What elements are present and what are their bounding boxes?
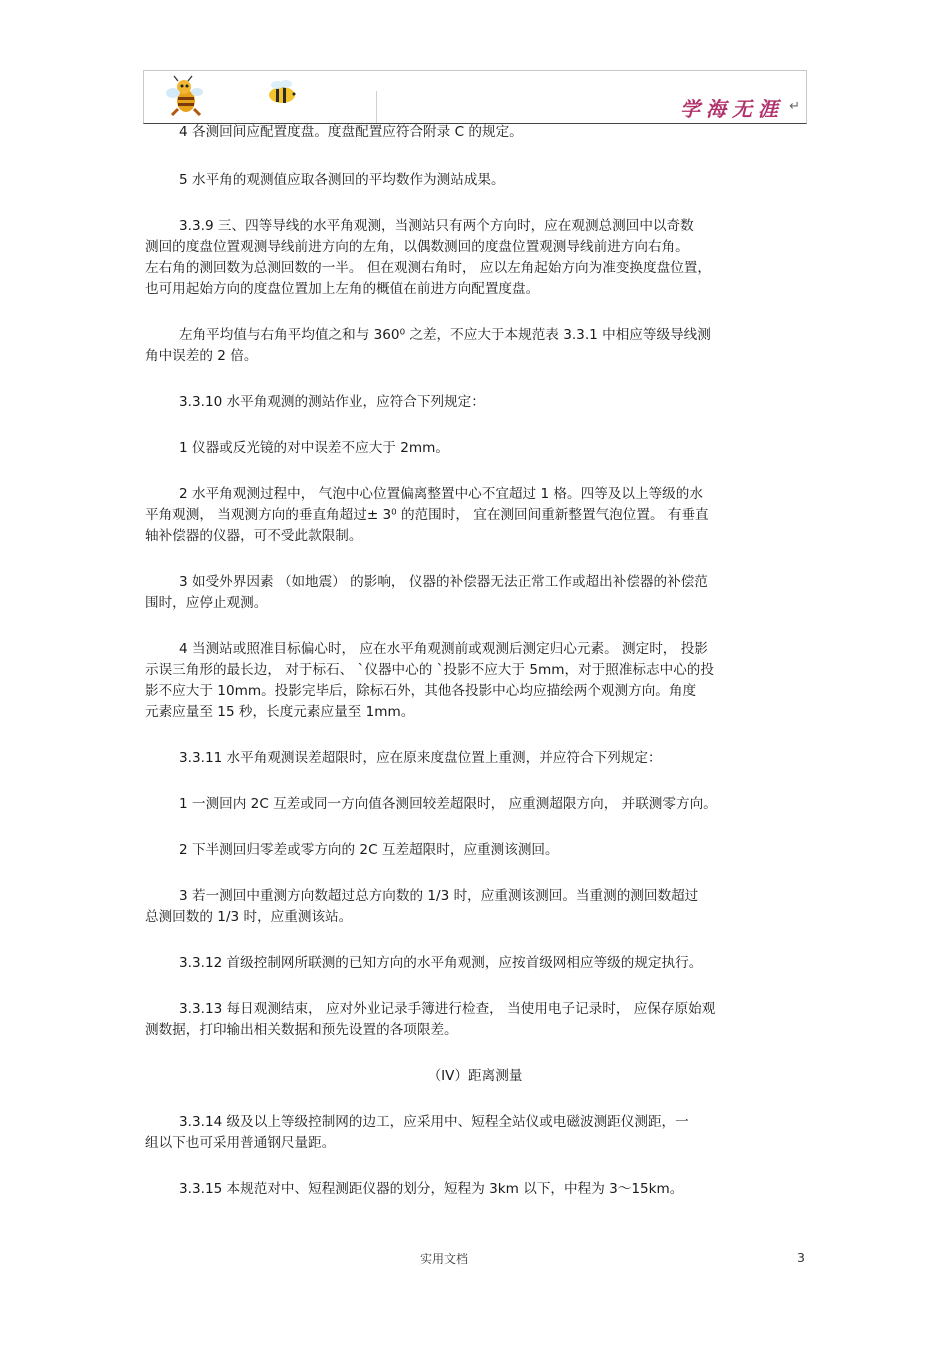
paragraph: 1 一测回内 2C 互差或同一方向值各测回较差超限时， 应重测超限方向， 并联测零方向。 — [179, 796, 717, 812]
bee-mascot-icon — [164, 75, 206, 117]
header-motto: 学海无涯 — [680, 97, 784, 121]
bee-icon — [264, 79, 300, 105]
paragraph: 3.3.10 水平角观测的测站作业，应符合下列规定： — [179, 394, 485, 410]
section-heading: （IV）距离测量 — [427, 1068, 523, 1084]
paragraph: 3.3.9 三、四等导线的水平角观测，当测站只有两个方向时，应在观测总测回中以奇数 测回的度盘位置观测导线前进方向的左角，以偶数测回的度盘位置观测导线前进方向右角。 左右角的测回数为总测回数的一半。 但在观测右角时， 应以左角起始方向为准变换度盘位置， 也可用起始方向的度盘位置加上左角的概值在前进方向配置度盘。 — [145, 218, 711, 297]
paragraph: 3.3.13 每日观测结束， 应对外业记录手簿进行检查， 当使用电子记录时， 应保存原始观 测数据，打印输出相关数据和预先设置的各项限差。 — [145, 1001, 716, 1038]
paragraph: 3.3.11 水平角观测误差超限时，应在原来度盘位置上重测，并应符合下列规定： — [179, 750, 662, 766]
paragraph: 3.3.14 级及以上等级控制网的边工，应采用中、短程全站仪或电磁波测距仪测距，一 组以下也可采用普通钢尺量距。 — [145, 1114, 689, 1151]
paragraph: 2 水平角观测过程中， 气泡中心位置偏离整置中心不宜超过 1 格。四等及以上等级的水 平角观测， 当观测方向的垂直角超过± 3⁰ 的范围时， 宜在测回间重新整置气泡位置。 有垂直 轴补偿器的仪器，可不受此款限制。 — [145, 486, 709, 544]
paragraph: 3 如受外界因素 （如地震） 的影响， 仪器的补偿器无法正常工作或超出补偿器的补偿范 围时，应停止观测。 — [145, 574, 708, 611]
page-number: 3 — [797, 1250, 805, 1265]
page-header — [143, 70, 807, 124]
footer-label: 实用文档 — [420, 1252, 469, 1266]
document-body — [145, 122, 805, 1225]
paragraph: 2 下半测回归零差或零方向的 2C 互差超限时，应重测该测回。 — [179, 842, 559, 858]
paragraph: 3 若一测回中重测方向数超过总方向数的 1/3 时，应重测该测回。当重测的测回数超过 总测回数的 1/3 时，应重测该站。 — [145, 888, 699, 925]
paragraph: 左角平均值与右角平均值之和与 360⁰ 之差，不应大于本规范表 3.3.1 中相应等级导线测 角中误差的 2 倍。 — [145, 327, 711, 364]
paragraph: 5 水平角的观测值应取各测回的平均数作为测站成果。 — [179, 172, 505, 188]
paragraph: 4 当测站或照准目标偏心时， 应在水平角观测前或观测后测定归心元素。 测定时， 投影 示误三角形的最长边， 对于标石、 `仪器中心的 `投影不应大于 5mm，对于照准标志中心的投 影不应大于 10mm。投影完毕后，除标石外，其他各投影中心均应描绘两个观测方向。角度 元素应量至 15 秒，长度元素应量至 1mm。 — [145, 641, 714, 720]
paragraph: 1 仪器或反光镜的对中误差不应大于 2mm。 — [179, 440, 449, 456]
paragraph: 3.3.12 首级控制网所联测的已知方向的水平角观测，应按首级网相应等级的规定执行。 — [179, 955, 703, 971]
paragraph: 3.3.15 本规范对中、短程测距仪器的划分，短程为 3km 以下，中程为 3～15km。 — [179, 1181, 684, 1197]
paragraph: 4 各测回间应配置度盘。度盘配置应符合附录 C 的规定。 — [179, 124, 523, 140]
return-mark: ↵ — [789, 99, 800, 114]
header-divider — [376, 91, 377, 123]
